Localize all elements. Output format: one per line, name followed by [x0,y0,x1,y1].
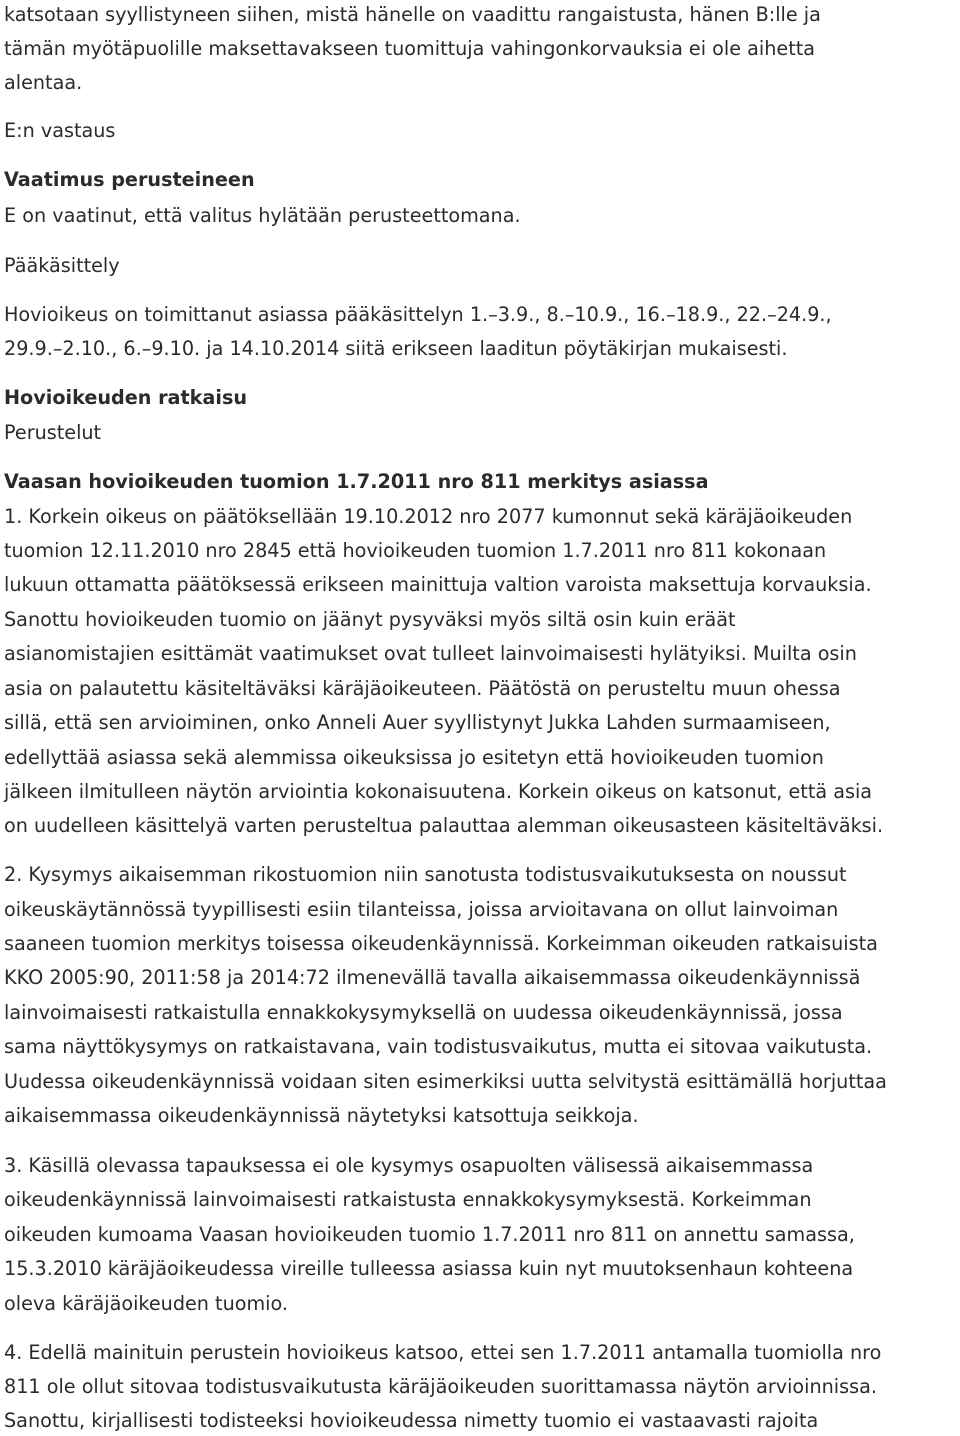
text-line: oikeudenkäynnissä lainvoimaisesti ratkaistusta ennakkokysymyksestä. Korkeimman [4,1188,812,1211]
text-line: lukuun ottamatta päätöksessä erikseen mainittuja valtion varoista maksettuja korvauksia. [4,573,872,596]
subsection-heading: Vaatimus perusteineen [4,168,255,191]
text-line: Uudessa oikeudenkäynnissä voidaan siten esimerkiksi uutta selvitystä esittämällä horjuttaa [4,1070,887,1093]
text-line: E on vaatinut, että valitus hylätään perusteettomana. [4,204,521,227]
text-line: saaneen tuomion merkitys toisessa oikeudenkäynnissä. Korkeimman oikeuden ratkaisuista [4,932,878,955]
text-line: oleva käräjäoikeuden tuomio. [4,1292,289,1315]
subsection-heading: Perustelut [4,421,102,444]
text-line: asia on palautettu käsiteltäväksi käräjäoikeuteen. Päätöstä on perusteltu muun ohessa [4,677,841,700]
text-line: 4. Edellä mainituin perustein hovioikeus katsoo, ettei sen 1.7.2011 antamalla tuomiolla nro [4,1341,882,1364]
text-line: oikeuden kumoama Vaasan hovioikeuden tuomio 1.7.2011 nro 811 on annettu samassa, [4,1223,855,1246]
text-line: 1. Korkein oikeus on päätöksellään 19.10.2012 nro 2077 kumonnut sekä käräjäoikeuden [4,505,853,528]
text-line: sillä, että sen arvioiminen, onko Anneli Auer syyllistynyt Jukka Lahden surmaamiseen, [4,711,831,734]
text-line: Hovioikeus on toimittanut asiassa pääkäsittelyn 1.–3.9., 8.–10.9., 16.–18.9., 22.–24.9., [4,303,832,326]
text-line: 811 ole ollut sitovaa todistusvaikutusta käräjäoikeuden suorittamassa näytön arvioinnissa. [4,1375,877,1398]
text-line: Sanottu hovioikeuden tuomio on jäänyt pysyväksi myös siltä osin kuin eräät [4,608,736,631]
section-heading: Hovioikeuden ratkaisu [4,386,248,409]
text-line: katsotaan syyllistyneen siihen, mistä hänelle on vaadittu rangaistusta, hänen B:lle ja [4,3,821,26]
text-line: 2. Kysymys aikaisemman rikostuomion niin sanotusta todistusvaikutuksesta on noussut [4,863,847,886]
text-line: KKO 2005:90, 2011:58 ja 2014:72 ilmenevällä tavalla aikaisemmassa oikeudenkäynnissä [4,966,861,989]
text-line: tuomion 12.11.2010 nro 2845 että hovioikeuden tuomion 1.7.2011 nro 811 kokonaan [4,539,827,562]
section-heading: E:n vastaus [4,119,116,142]
text-line: alentaa. [4,71,83,94]
text-line: lainvoimaisesti ratkaistulla ennakkokysymyksellä on uudessa oikeudenkäynnissä, jossa [4,1001,843,1024]
subsection-heading: Vaasan hovioikeuden tuomion 1.7.2011 nro 811 merkitys asiassa [4,470,709,493]
text-line: edellyttää asiassa sekä alemmissa oikeuksissa jo esitetyn että hovioikeuden tuomion [4,746,824,769]
text-line: on uudelleen käsittelyä varten perusteltua palauttaa alemman oikeusasteen käsiteltäväksi. [4,814,884,837]
text-line: asianomistajien esittämät vaatimukset ovat tulleet lainvoimaisesti hylätyiksi. Muilta osin [4,642,857,665]
text-line: oikeuskäytännössä tyypillisesti esiin tilanteissa, joissa arvioitavana on ollut lainvoiman [4,898,839,921]
text-line: 15.3.2010 käräjäoikeudessa vireille tulleessa asiassa kuin nyt muutoksenhaun kohteena [4,1257,854,1280]
text-line: jälkeen ilmitulleen näytön arviointia kokonaisuutena. Korkein oikeus on katsonut, että asia [4,780,873,803]
section-heading: Pääkäsittely [4,254,120,277]
text-line: 29.9.–2.10., 6.–9.10. ja 14.10.2014 siitä erikseen laaditun pöytäkirjan mukaisesti. [4,337,788,360]
text-line: tämän myötäpuolille maksettavakseen tuomittuja vahingonkorvauksia ei ole aihetta [4,37,815,60]
text-line: 3. Käsillä olevassa tapauksessa ei ole kysymys osapuolten välisessä aikaisemmassa [4,1154,814,1177]
text-line: sama näyttökysymys on ratkaistavana, vain todistusvaikutus, mutta ei sitovaa vaikutusta. [4,1035,873,1058]
text-line: Sanottu, kirjallisesti todisteeksi hovioikeudessa nimetty tuomio ei vastaavasti rajoita [4,1409,819,1432]
text-line: aikaisemmassa oikeudenkäynnissä näytetyksi katsottuja seikkoja. [4,1104,639,1127]
